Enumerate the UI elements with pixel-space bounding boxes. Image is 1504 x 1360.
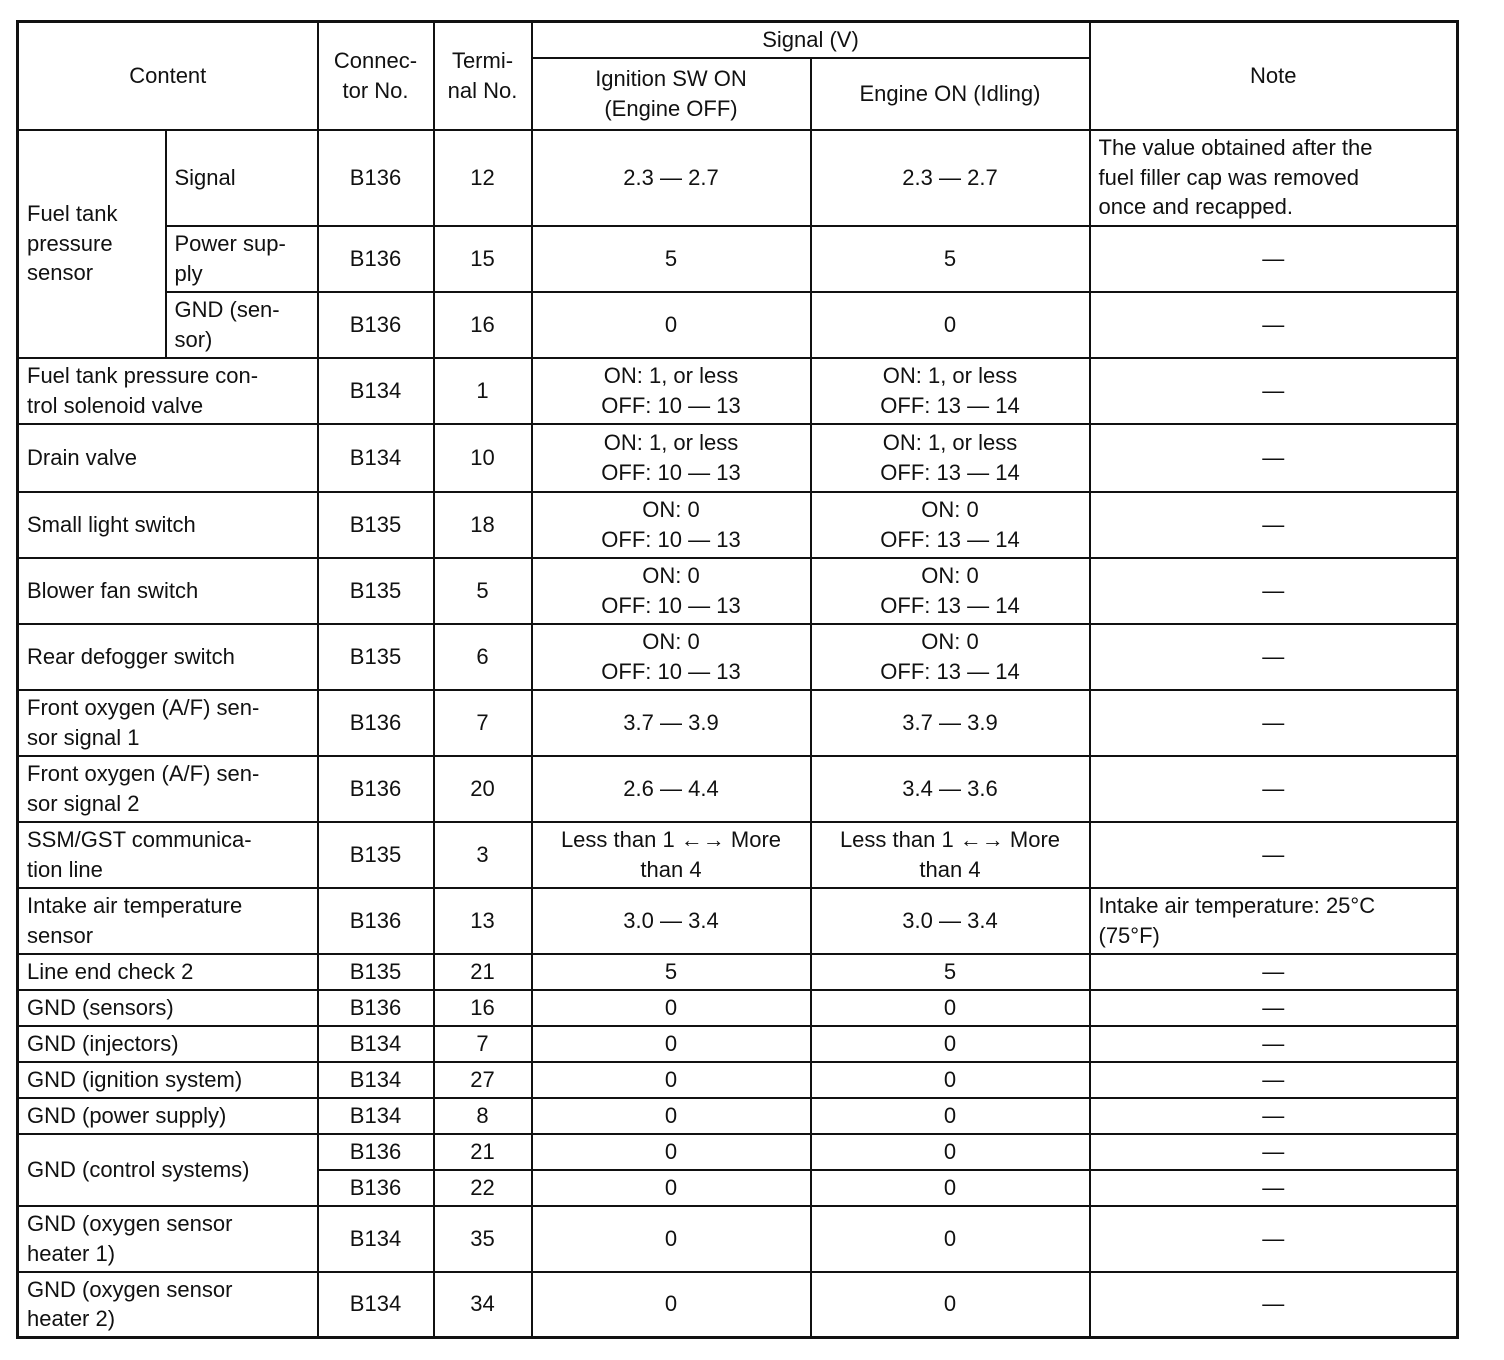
note-cell-line: — [1262, 444, 1285, 470]
note-cell-line: — [1262, 841, 1285, 867]
engine-value-cell-line: ON: 1, or less [882, 429, 1018, 455]
connector-cell: B134 [318, 1272, 434, 1338]
ignition-value-cell [532, 292, 811, 358]
engine-value-cell-line: 3.4 — 3.6 [902, 775, 998, 801]
content-cell-line: heater 2) [27, 1306, 116, 1332]
ignition-value-cell-line: 2.6 — 4.4 [623, 775, 719, 801]
engine-value-cell [811, 558, 1090, 624]
ignition-value-cell-line: ON: 0 [642, 562, 700, 588]
ignition-value-cell-line: 3.0 — 3.4 [623, 907, 719, 933]
ignition-value-cell [532, 1098, 811, 1134]
terminal-cell: 10 [434, 424, 532, 492]
engine-value-cell-line: 0 [943, 1030, 957, 1056]
engine-value-cell-line: ON: 0 [921, 496, 979, 522]
ignition-value-cell-line: Less than 1 ←→ More [560, 826, 782, 852]
table-row [18, 1062, 1458, 1098]
engine-value-cell-line: ON: 1, or less [882, 362, 1018, 388]
connector-cell: B136 [318, 756, 434, 822]
engine-value-cell-line: OFF: 13 — 14 [880, 392, 1020, 418]
connector-cell: B136 [318, 226, 434, 292]
engine-value-cell-line: 0 [943, 1066, 957, 1092]
header-engine [811, 58, 1090, 130]
engine-value-cell-line: 0 [943, 1174, 957, 1200]
ignition-value-cell-line: 0 [664, 994, 678, 1020]
engine-value-cell-line: 0 [943, 1225, 957, 1251]
sub-content-cell-line: GND (sen- [174, 296, 280, 322]
table-row [18, 358, 1458, 424]
header-connector-line: tor No. [342, 77, 409, 103]
note-cell-line: — [1262, 377, 1285, 403]
engine-value-cell-line: 2.3 — 2.7 [902, 164, 998, 190]
table-row [18, 1206, 1458, 1272]
table-row [18, 990, 1458, 1026]
note-cell-line: — [1262, 775, 1285, 801]
terminal-cell: 8 [434, 1098, 532, 1134]
content-cell [18, 1026, 318, 1062]
terminal-cell: 35 [434, 1206, 532, 1272]
engine-value-cell-line: 3.0 — 3.4 [902, 907, 998, 933]
note-cell-line: — [1262, 1225, 1285, 1251]
terminal-cell: 34 [434, 1272, 532, 1338]
terminal-cell: 13 [434, 888, 532, 954]
note-cell-line: fuel filler cap was removed [1098, 164, 1359, 190]
ignition-value-cell [532, 822, 811, 888]
engine-value-cell [811, 1026, 1090, 1062]
sub-content-cell-line: ply [174, 260, 203, 286]
content-cell-line: SSM/GST communica- [27, 826, 252, 852]
engine-value-cell-line: 0 [943, 311, 957, 337]
ignition-value-cell-line: OFF: 10 — 13 [601, 592, 741, 618]
connector-cell: B135 [318, 624, 434, 690]
ignition-value-cell-line: ON: 1, or less [603, 362, 739, 388]
terminal-cell: 7 [434, 1026, 532, 1062]
terminal-cell: 16 [434, 292, 532, 358]
engine-value-cell-line: OFF: 13 — 14 [880, 526, 1020, 552]
note-cell [1090, 1134, 1458, 1170]
content-cell [18, 954, 318, 990]
connector-cell: B134 [318, 1206, 434, 1272]
engine-value-cell-line: 0 [943, 1102, 957, 1128]
control-systems-gnd-label-line: GND (control systems) [27, 1156, 250, 1182]
content-cell [18, 822, 318, 888]
terminal-cell: 20 [434, 756, 532, 822]
note-cell-line: — [1262, 958, 1285, 984]
ignition-value-cell [532, 888, 811, 954]
ignition-value-cell-line: OFF: 10 — 13 [601, 459, 741, 485]
content-cell-line: GND (power supply) [27, 1102, 227, 1128]
table-row [18, 1098, 1458, 1134]
note-cell-line: once and recapped. [1098, 194, 1293, 220]
note-cell [1090, 1062, 1458, 1098]
ignition-value-cell [532, 226, 811, 292]
content-cell [18, 756, 318, 822]
control-systems-gnd-label [18, 1134, 318, 1206]
content-cell-line: sor signal 2 [27, 790, 140, 816]
engine-value-cell [811, 424, 1090, 492]
ignition-value-cell-line: OFF: 10 — 13 [601, 392, 741, 418]
sub-content-cell-line: sor) [174, 326, 213, 352]
note-cell [1090, 1098, 1458, 1134]
content-cell-line: heater 1) [27, 1240, 116, 1266]
content-cell [18, 990, 318, 1026]
connector-cell: B135 [318, 558, 434, 624]
content-cell [18, 492, 318, 558]
content-cell [18, 1098, 318, 1134]
ignition-value-cell-line: 3.7 — 3.9 [623, 709, 719, 735]
content-cell [18, 424, 318, 492]
engine-value-cell-line: ON: 0 [921, 562, 979, 588]
terminal-cell: 6 [434, 624, 532, 690]
note-cell [1090, 1206, 1458, 1272]
note-cell [1090, 358, 1458, 424]
terminal-cell: 21 [434, 1134, 532, 1170]
table-body [18, 130, 1458, 1338]
header-ignition-line: (Engine OFF) [604, 95, 738, 121]
engine-value-cell-line: 5 [943, 245, 957, 271]
ignition-value-cell-line: than 4 [640, 856, 702, 882]
engine-value-cell-line: 0 [943, 994, 957, 1020]
engine-value-cell [811, 822, 1090, 888]
terminal-cell: 7 [434, 690, 532, 756]
engine-value-cell [811, 954, 1090, 990]
ignition-value-cell-line: 2.3 — 2.7 [623, 164, 719, 190]
note-cell [1090, 130, 1458, 226]
connector-cell: B136 [318, 1170, 434, 1206]
ignition-value-cell [532, 1134, 811, 1170]
table-row [18, 1026, 1458, 1062]
content-cell-line: tion line [27, 856, 103, 882]
terminal-cell: 22 [434, 1170, 532, 1206]
note-cell [1090, 558, 1458, 624]
note-cell-line: — [1262, 1138, 1285, 1164]
connector-cell: B134 [318, 1098, 434, 1134]
header-note-label: Note [1250, 62, 1297, 88]
content-cell [18, 888, 318, 954]
engine-value-cell [811, 624, 1090, 690]
engine-value-cell [811, 1206, 1090, 1272]
connector-cell: B136 [318, 888, 434, 954]
table-row [18, 888, 1458, 954]
engine-value-cell [811, 1134, 1090, 1170]
table-row [18, 292, 1458, 358]
engine-value-cell-line: OFF: 13 — 14 [880, 459, 1020, 485]
ignition-value-cell-line: 0 [664, 1066, 678, 1092]
engine-value-cell [811, 690, 1090, 756]
ignition-value-cell [532, 492, 811, 558]
engine-value-cell-line: ON: 0 [921, 628, 979, 654]
header-connector-line: Connec- [333, 48, 418, 74]
content-cell [18, 358, 318, 424]
ignition-value-cell [532, 1206, 811, 1272]
connector-cell: B136 [318, 1134, 434, 1170]
terminal-cell: 27 [434, 1062, 532, 1098]
table-row [18, 492, 1458, 558]
engine-value-cell [811, 990, 1090, 1026]
engine-value-cell [811, 756, 1090, 822]
content-cell-line: Drain valve [27, 444, 138, 470]
engine-value-cell [811, 492, 1090, 558]
content-cell-line: Front oxygen (A/F) sen- [27, 694, 260, 720]
spec-table-container [16, 20, 1459, 1339]
note-cell-line: — [1262, 511, 1285, 537]
engine-value-cell [811, 1062, 1090, 1098]
ignition-value-cell-line: ON: 1, or less [603, 429, 739, 455]
note-cell-line: — [1262, 1066, 1285, 1092]
engine-value-cell-line: 0 [943, 1291, 957, 1317]
content-cell-line: Line end check 2 [27, 958, 194, 984]
sub-content-cell-line: Power sup- [174, 230, 286, 256]
note-cell [1090, 888, 1458, 954]
content-cell-line: Rear defogger switch [27, 643, 235, 669]
connector-cell: B136 [318, 292, 434, 358]
connector-cell: B135 [318, 954, 434, 990]
engine-value-cell-line: 3.7 — 3.9 [902, 709, 998, 735]
terminal-cell: 16 [434, 990, 532, 1026]
ignition-value-cell [532, 130, 811, 226]
note-cell-line: — [1262, 1291, 1285, 1317]
table-header [18, 22, 1458, 130]
note-cell-line: — [1262, 577, 1285, 603]
note-cell-line: — [1262, 709, 1285, 735]
engine-value-cell-line: OFF: 13 — 14 [880, 592, 1020, 618]
note-cell [1090, 822, 1458, 888]
ignition-value-cell-line: ON: 0 [642, 628, 700, 654]
ignition-value-cell-line: 0 [664, 311, 678, 337]
ignition-value-cell [532, 1170, 811, 1206]
header-content [18, 22, 318, 130]
note-cell [1090, 690, 1458, 756]
content-cell [18, 624, 318, 690]
table-row [18, 954, 1458, 990]
note-cell-line: — [1262, 245, 1285, 271]
sub-content-cell [166, 292, 318, 358]
ignition-value-cell [532, 424, 811, 492]
engine-value-cell [811, 1098, 1090, 1134]
note-cell [1090, 1026, 1458, 1062]
content-cell [18, 1062, 318, 1098]
table-row [18, 226, 1458, 292]
engine-value-cell [811, 1272, 1090, 1338]
content-cell [18, 1272, 318, 1338]
ignition-value-cell-line: 0 [664, 1291, 678, 1317]
header-ignition-line: Ignition SW ON [595, 65, 747, 91]
note-cell-line: — [1262, 643, 1285, 669]
table-row [18, 690, 1458, 756]
terminal-cell: 21 [434, 954, 532, 990]
ignition-value-cell-line: ON: 0 [642, 496, 700, 522]
content-cell [18, 690, 318, 756]
ignition-value-cell [532, 1062, 811, 1098]
connector-cell: B134 [318, 1026, 434, 1062]
note-cell-line: Intake air temperature: 25°C [1098, 892, 1376, 918]
connector-cell: B134 [318, 424, 434, 492]
header-connector [318, 22, 434, 130]
terminal-cell: 1 [434, 358, 532, 424]
ignition-value-cell-line: 0 [664, 1174, 678, 1200]
fuel-tank-pressure-sensor-label-line: sensor [27, 260, 94, 286]
content-cell-line: trol solenoid valve [27, 392, 204, 418]
connector-cell: B136 [318, 690, 434, 756]
note-cell [1090, 292, 1458, 358]
content-cell-line: Intake air temperature [27, 892, 243, 918]
note-cell-line: — [1262, 1174, 1285, 1200]
engine-value-cell-line: than 4 [919, 856, 981, 882]
sub-content-cell [166, 130, 318, 226]
ignition-value-cell-line: 0 [664, 1102, 678, 1128]
sub-content-cell-line: Signal [174, 164, 236, 190]
content-cell-line: GND (oxygen sensor [27, 1210, 233, 1236]
content-cell-line: GND (oxygen sensor [27, 1276, 233, 1302]
content-cell-line: sensor [27, 922, 94, 948]
ignition-value-cell-line: 0 [664, 1138, 678, 1164]
ignition-value-cell-line: OFF: 10 — 13 [601, 526, 741, 552]
ignition-value-cell [532, 558, 811, 624]
terminal-cell: 12 [434, 130, 532, 226]
engine-value-cell [811, 1170, 1090, 1206]
header-content-label: Content [129, 62, 207, 88]
header-ignition [532, 58, 811, 130]
ignition-value-cell-line: 0 [664, 1030, 678, 1056]
note-cell-line: — [1262, 1030, 1285, 1056]
note-cell [1090, 424, 1458, 492]
connector-cell: B135 [318, 492, 434, 558]
ignition-value-cell-line: OFF: 10 — 13 [601, 658, 741, 684]
header-terminal-line: Termi- [451, 48, 514, 74]
ignition-value-cell-line: 0 [664, 1225, 678, 1251]
note-cell-line: The value obtained after the [1098, 134, 1373, 160]
engine-value-cell [811, 226, 1090, 292]
engine-value-cell-line: 5 [943, 958, 957, 984]
note-cell-line: — [1262, 1102, 1285, 1128]
content-cell-line: Front oxygen (A/F) sen- [27, 760, 260, 786]
content-cell-line: GND (injectors) [27, 1030, 179, 1056]
table-row [18, 756, 1458, 822]
fuel-tank-pressure-sensor-label-line: pressure [27, 230, 113, 256]
header-signal-label: Signal (V) [762, 26, 859, 52]
table-row [18, 424, 1458, 492]
header-signal [532, 22, 1090, 58]
table-row [18, 130, 1458, 226]
content-cell-line: GND (ignition system) [27, 1066, 243, 1092]
sub-content-cell [166, 226, 318, 292]
ignition-value-cell [532, 690, 811, 756]
note-cell [1090, 954, 1458, 990]
engine-value-cell [811, 292, 1090, 358]
note-cell [1090, 492, 1458, 558]
signal-spec-table [16, 20, 1459, 1339]
table-row [18, 558, 1458, 624]
note-cell-line: (75°F) [1098, 922, 1160, 948]
engine-value-cell [811, 358, 1090, 424]
engine-value-cell-line: OFF: 13 — 14 [880, 658, 1020, 684]
ignition-value-cell [532, 358, 811, 424]
ignition-value-cell [532, 954, 811, 990]
note-cell [1090, 1170, 1458, 1206]
ignition-value-cell-line: 5 [664, 245, 678, 271]
connector-cell: B136 [318, 130, 434, 226]
connector-cell: B136 [318, 990, 434, 1026]
connector-cell: B134 [318, 358, 434, 424]
table-row [18, 1272, 1458, 1338]
header-note [1090, 22, 1458, 130]
content-cell-line: sor signal 1 [27, 724, 140, 750]
ignition-value-cell [532, 756, 811, 822]
content-cell-line: Fuel tank pressure con- [27, 362, 259, 388]
note-cell [1090, 226, 1458, 292]
ignition-value-cell [532, 1272, 811, 1338]
content-cell [18, 1206, 318, 1272]
note-cell [1090, 624, 1458, 690]
note-cell [1090, 990, 1458, 1026]
ignition-value-cell [532, 1026, 811, 1062]
table-row [18, 624, 1458, 690]
terminal-cell: 15 [434, 226, 532, 292]
header-terminal-line: nal No. [447, 77, 518, 103]
note-cell-line: — [1262, 994, 1285, 1020]
terminal-cell: 18 [434, 492, 532, 558]
content-cell-line: GND (sensors) [27, 994, 174, 1020]
engine-value-cell-line: 0 [943, 1138, 957, 1164]
content-cell-line: Blower fan switch [27, 577, 199, 603]
terminal-cell: 3 [434, 822, 532, 888]
connector-cell: B135 [318, 822, 434, 888]
table-row [18, 1134, 1458, 1170]
ignition-value-cell-line: 5 [664, 958, 678, 984]
connector-cell: B134 [318, 1062, 434, 1098]
note-cell [1090, 1272, 1458, 1338]
fuel-tank-pressure-sensor-label-line: Fuel tank [27, 200, 118, 226]
note-cell-line: — [1262, 311, 1285, 337]
header-terminal [434, 22, 532, 130]
content-cell-line: Small light switch [27, 511, 196, 537]
content-cell [18, 558, 318, 624]
header-engine-label: Engine ON (Idling) [859, 80, 1041, 106]
terminal-cell: 5 [434, 558, 532, 624]
engine-value-cell [811, 130, 1090, 226]
engine-value-cell [811, 888, 1090, 954]
fuel-tank-pressure-sensor-label [18, 130, 166, 358]
note-cell [1090, 756, 1458, 822]
engine-value-cell-line: Less than 1 ←→ More [839, 826, 1061, 852]
ignition-value-cell [532, 624, 811, 690]
table-row [18, 822, 1458, 888]
ignition-value-cell [532, 990, 811, 1026]
